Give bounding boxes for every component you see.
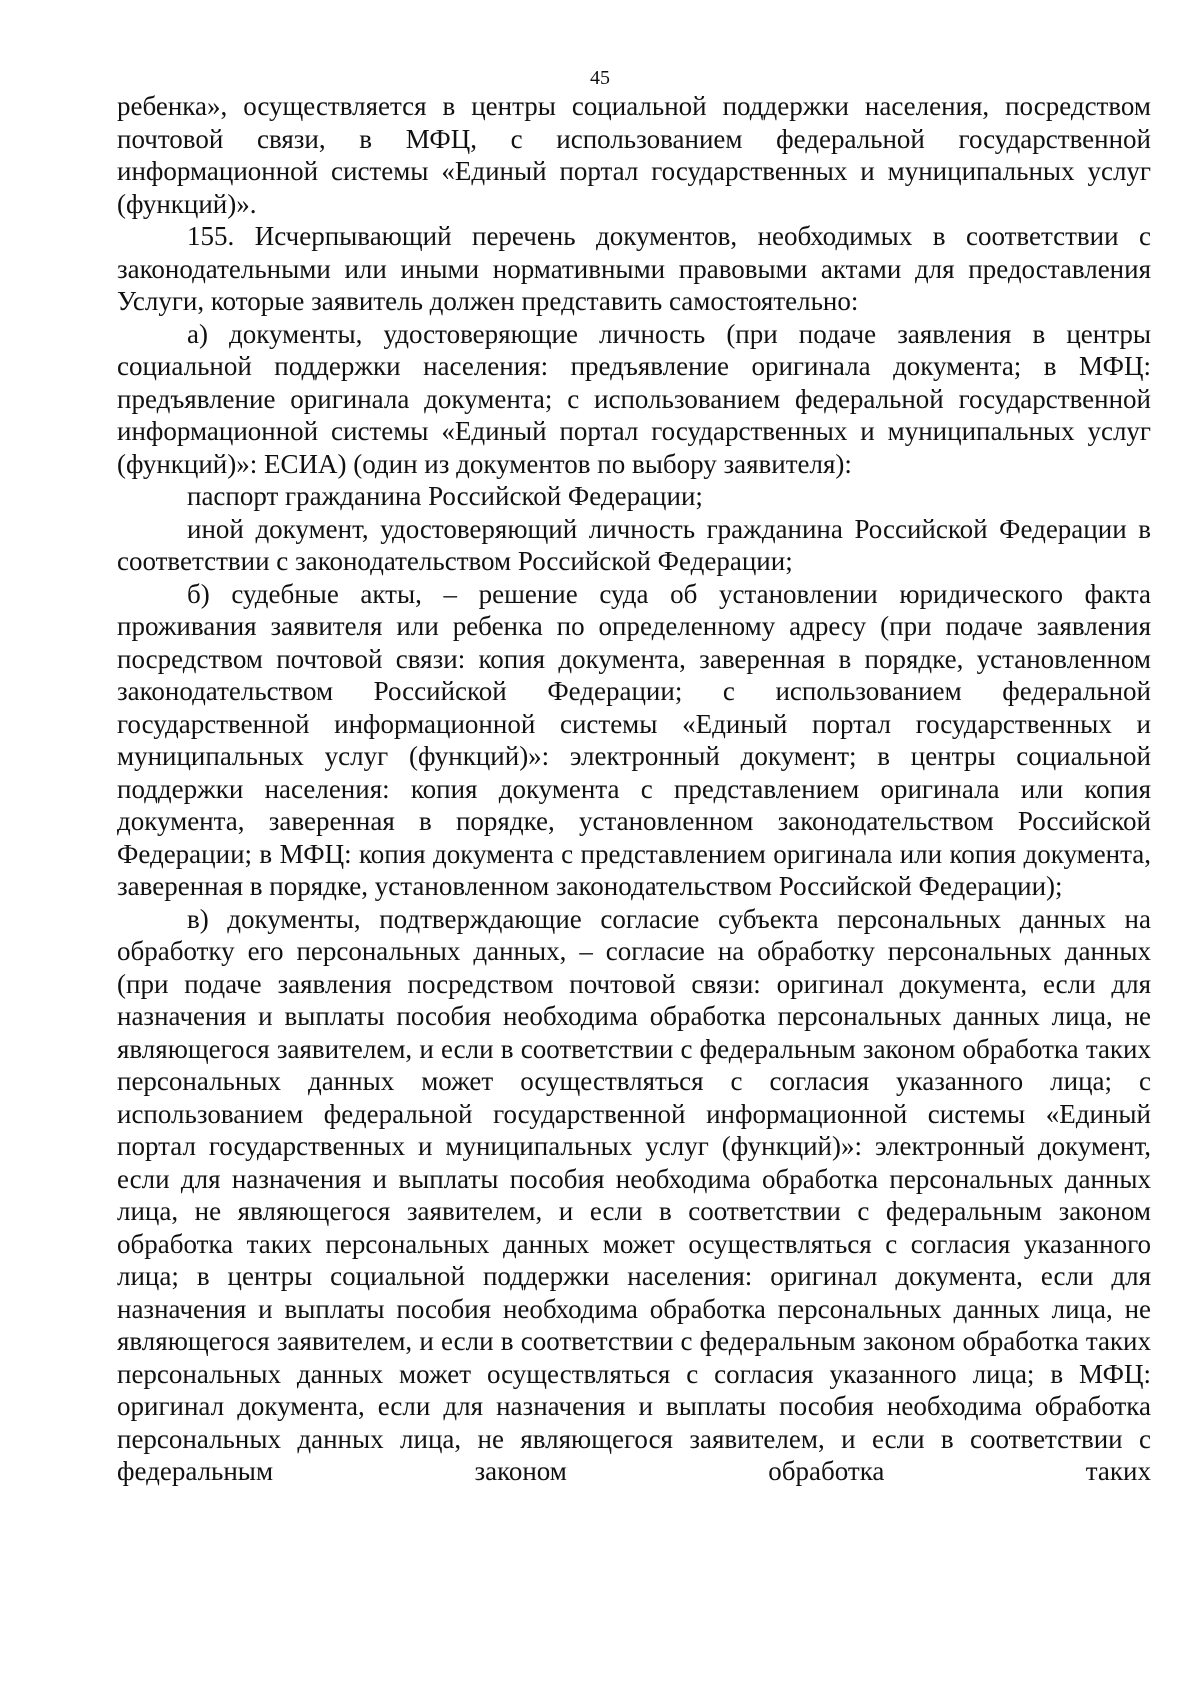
document-body — [117, 90, 1151, 1488]
paragraph-subitem-a: а) документы, удостоверяющие личность (при подаче заявления в центры социальной поддержки населения: предъявление оригинала документа; в МФЦ: предъявление оригинала документа; с использованием федеральной государственной информационной системы «Единый портал государственных и муниципальных услуг (функций)»: ЕСИА) (один из документов по выбору заявителя): — [117, 318, 1151, 479]
paragraph-item-155: 155. Исчерпывающий перечень документов, необходимых в соответствии с законодательными или иными нормативными правовыми актами для предоставления Услуги, которые заявитель должен представить самостоятельно: — [117, 221, 1151, 316]
page-number: 45 — [590, 67, 610, 89]
paragraph-continuation: ребенка», осуществляется в центры социальной поддержки населения, посредством почтовой связи, в МФЦ, с использованием федеральной государственной информационной системы «Единый портал государственных и муниципальных услуг (функций)». — [117, 91, 1151, 219]
paragraph-subitem-b: б) судебные акты, – решение суда об установлении юридического факта проживания заявителя или ребенка по определенному адресу (при подаче заявления посредством почтовой связи: копия документа, заверенная в порядке, установленном законодательством Российской Федерации; с использованием федеральной государственной информационной системы «Единый портал государственных и муниципальных услуг (функций)»: электронный документ; в центры социальной поддержки населения: копия документа с представлением оригинала или копия документа, заверенная в порядке, установленном законодательством Российской Федерации; в МФЦ: копия документа с представлением оригинала или копия документа, заверенная в порядке, установленном законодательством Российской Федерации); — [117, 578, 1151, 901]
paragraph-subitem-v: в) документы, подтверждающие согласие субъекта персональных данных на обработку его персональных данных, – согласие на обработку персональных данных (при подаче заявления посредством почтовой связи: оригинал документа, если для назначения и выплаты пособия необходима обработка персональных данных лица, не являющегося заявителем, и если в соответствии с федеральным законом обработка таких персональных данных может осуществляться с согласия указанного лица; с использованием федеральной государственной информационной системы «Единый портал государственных и муниципальных услуг (функций)»: электронный документ, если для назначения и выплаты пособия необходима обработка персональных данных лица, не являющегося заявителем, и если в соответствии с федеральным законом обработка таких персональных данных может осуществляться с согласия указанного лица; в центры социальной поддержки населения: оригинал документа, если для назначения и выплаты пособия необходима обработка персональных данных лица, не являющегося заявителем, и если в соответствии с федеральным законом обработка таких персональных данных может осуществляться с согласия указанного лица; в МФЦ: оригинал документа, если для назначения и выплаты пособия необходима обработка персональных данных лица, не являющегося заявителем, и если в соответствии с федеральным законом обработка таких — [117, 903, 1151, 1486]
paragraph-passport: паспорт гражданина Российской Федерации; — [187, 481, 703, 511]
paragraph-other-identity-document: иной документ, удостоверяющий личность гражданина Российской Федерации в соответствии с законодательством Российской Федерации; — [117, 513, 1151, 576]
